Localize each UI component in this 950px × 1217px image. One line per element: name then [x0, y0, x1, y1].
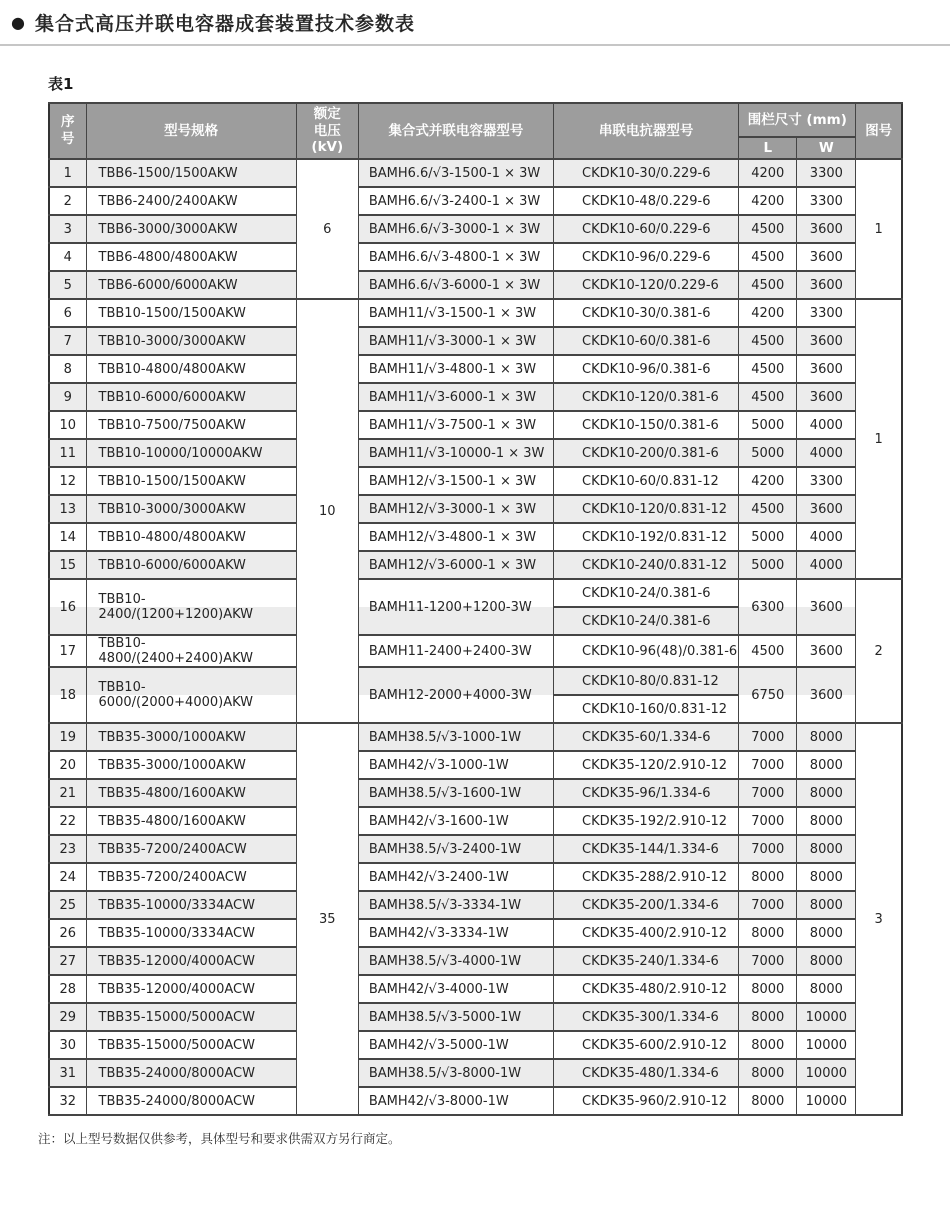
cell-l: 5000	[739, 523, 797, 551]
cell-no: 13	[49, 495, 86, 523]
cell-model: TBB35-12000/4000ACW	[86, 947, 296, 975]
cell-w: 3600	[797, 243, 856, 271]
cell-cap: BAMH42/√3-8000-1W	[358, 1087, 553, 1115]
cell-react: CKDK10-96(48)/0.381-6	[554, 635, 739, 667]
cell-l: 7000	[739, 723, 797, 751]
cell-w: 8000	[797, 723, 856, 751]
cell-react: CKDK35-60/1.334-6	[554, 723, 739, 751]
cell-react: CKDK10-30/0.381-6	[554, 299, 739, 327]
cell-cap: BAMH38.5/√3-4000-1W	[358, 947, 553, 975]
cell-no: 17	[49, 635, 86, 667]
table-row	[49, 579, 902, 607]
cell-react: CKDK10-120/0.831-12	[554, 495, 739, 523]
bullet-icon: ●	[11, 12, 25, 32]
cell-react: CKDK35-300/1.334-6	[554, 1003, 739, 1031]
cell-w: 4000	[797, 411, 856, 439]
cell-react: CKDK10-80/0.831-12	[554, 667, 739, 695]
cell-w: 10000	[797, 1087, 856, 1115]
cell-cap: BAMH6.6/√3-1500-1 × 3W	[358, 159, 553, 187]
table-row	[49, 807, 902, 835]
cell-w: 8000	[797, 947, 856, 975]
table-row	[49, 919, 902, 947]
table-row	[49, 751, 902, 779]
cell-model: TBB10-1500/1500AKW	[86, 467, 296, 495]
cell-no: 1	[49, 159, 86, 187]
table-row	[49, 1031, 902, 1059]
cell-no: 22	[49, 807, 86, 835]
cell-no: 14	[49, 523, 86, 551]
table-row	[49, 779, 902, 807]
cell-no: 30	[49, 1031, 86, 1059]
cell-cap: BAMH38.5/√3-3334-1W	[358, 891, 553, 919]
cell-react: CKDK35-192/2.910-12	[554, 807, 739, 835]
cell-fig: 1	[856, 159, 902, 299]
cell-l: 7000	[739, 807, 797, 835]
cell-l: 4200	[739, 467, 797, 495]
cell-w: 8000	[797, 975, 856, 1003]
cell-model: TBB10-3000/3000AKW	[86, 327, 296, 355]
cell-fig: 2	[856, 579, 902, 723]
cell-model: TBB6-6000/6000AKW	[86, 271, 296, 299]
cell-no: 9	[49, 383, 86, 411]
cell-model: TBB10-6000/6000AKW	[86, 551, 296, 579]
cell-cap: BAMH6.6/√3-2400-1 × 3W	[358, 187, 553, 215]
cell-w: 3600	[797, 355, 856, 383]
cell-model: TBB35-10000/3334ACW	[86, 891, 296, 919]
cell-volt: 10	[296, 299, 358, 723]
cell-l: 6750	[739, 667, 797, 723]
cell-no: 20	[49, 751, 86, 779]
cell-model: TBB35-24000/8000ACW	[86, 1059, 296, 1087]
cell-model: TBB35-24000/8000ACW	[86, 1087, 296, 1115]
cell-react: CKDK35-480/2.910-12	[554, 975, 739, 1003]
cell-w: 10000	[797, 1031, 856, 1059]
cell-w: 3600	[797, 271, 856, 299]
cell-w: 8000	[797, 835, 856, 863]
cell-w: 3300	[797, 159, 856, 187]
cell-react: CKDK10-24/0.381-6	[554, 579, 739, 607]
cell-cap: BAMH6.6/√3-3000-1 × 3W	[358, 215, 553, 243]
cell-cap: BAMH12/√3-6000-1 × 3W	[358, 551, 553, 579]
page-title: 集合式高压并联电容器成套装置技术参数表	[34, 13, 415, 35]
table-row	[49, 523, 902, 551]
table-row	[49, 159, 902, 187]
cell-model: TBB35-4800/1600AKW	[86, 807, 296, 835]
cell-no: 32	[49, 1087, 86, 1115]
cell-fig: 1	[856, 299, 902, 579]
cell-w: 8000	[797, 919, 856, 947]
cell-model: TBB35-4800/1600AKW	[86, 779, 296, 807]
cell-model: TBB10-4800/4800AKW	[86, 523, 296, 551]
footnote: 注：以上型号数据仅供参考，具体型号和要求供需双方另行商定。	[38, 1131, 401, 1146]
cell-react: CKDK10-30/0.229-6	[554, 159, 739, 187]
cell-w: 3600	[797, 215, 856, 243]
col-header-length: L	[739, 137, 797, 159]
cell-no: 29	[49, 1003, 86, 1031]
cell-no: 19	[49, 723, 86, 751]
cell-react: CKDK35-120/2.910-12	[554, 751, 739, 779]
cell-cap: BAMH11-1200+1200-3W	[358, 579, 553, 635]
col-header-fence-size: 围栏尺寸 (mm)	[739, 103, 856, 137]
col-header-voltage: 额定电压(kV)	[296, 103, 358, 159]
cell-cap: BAMH38.5/√3-5000-1W	[358, 1003, 553, 1031]
cell-no: 11	[49, 439, 86, 467]
cell-model: TBB6-2400/2400AKW	[86, 187, 296, 215]
cell-l: 5000	[739, 551, 797, 579]
cell-cap: BAMH42/√3-1000-1W	[358, 751, 553, 779]
cell-l: 7000	[739, 751, 797, 779]
cell-cap: BAMH38.5/√3-1600-1W	[358, 779, 553, 807]
table-row	[49, 551, 902, 579]
cell-w: 3600	[797, 667, 856, 723]
cell-no: 28	[49, 975, 86, 1003]
cell-cap: BAMH12/√3-3000-1 × 3W	[358, 495, 553, 523]
cell-cap: BAMH42/√3-3334-1W	[358, 919, 553, 947]
table-row	[49, 439, 902, 467]
cell-l: 8000	[739, 919, 797, 947]
cell-react: CKDK10-120/0.381-6	[554, 383, 739, 411]
col-header-capacitor: 集合式并联电容器型号	[358, 103, 553, 159]
cell-model: TBB6-1500/1500AKW	[86, 159, 296, 187]
table-row	[49, 271, 902, 299]
cell-react: CKDK10-60/0.381-6	[554, 327, 739, 355]
table-row	[49, 383, 902, 411]
cell-l: 8000	[739, 1003, 797, 1031]
cell-cap: BAMH38.5/√3-1000-1W	[358, 723, 553, 751]
cell-react: CKDK10-150/0.381-6	[554, 411, 739, 439]
cell-react: CKDK35-96/1.334-6	[554, 779, 739, 807]
cell-model: TBB10-2400/(1200+1200)AKW	[86, 579, 296, 635]
cell-cap: BAMH11/√3-6000-1 × 3W	[358, 383, 553, 411]
cell-l: 8000	[739, 975, 797, 1003]
cell-model: TBB35-3000/1000AKW	[86, 751, 296, 779]
cell-react: CKDK10-48/0.229-6	[554, 187, 739, 215]
cell-model: TBB35-7200/2400ACW	[86, 863, 296, 891]
cell-volt: 6	[296, 159, 358, 299]
cell-l: 8000	[739, 1031, 797, 1059]
cell-w: 3600	[797, 579, 856, 635]
cell-l: 4500	[739, 355, 797, 383]
cell-cap: BAMH12/√3-4800-1 × 3W	[358, 523, 553, 551]
cell-w: 3300	[797, 187, 856, 215]
cell-no: 2	[49, 187, 86, 215]
table-row	[49, 495, 902, 523]
cell-w: 8000	[797, 863, 856, 891]
table-row	[49, 327, 902, 355]
cell-cap: BAMH6.6/√3-4800-1 × 3W	[358, 243, 553, 271]
table-label: 表1	[48, 75, 74, 93]
cell-react: CKDK10-200/0.381-6	[554, 439, 739, 467]
table-row	[49, 891, 902, 919]
cell-l: 4200	[739, 299, 797, 327]
cell-react: CKDK35-288/2.910-12	[554, 863, 739, 891]
cell-w: 4000	[797, 551, 856, 579]
cell-cap: BAMH12-2000+4000-3W	[358, 667, 553, 723]
cell-cap: BAMH12/√3-1500-1 × 3W	[358, 467, 553, 495]
table-row	[49, 723, 902, 751]
table-row	[49, 1003, 902, 1031]
col-header-width: W	[797, 137, 856, 159]
cell-model: TBB6-3000/3000AKW	[86, 215, 296, 243]
cell-react: CKDK10-96/0.229-6	[554, 243, 739, 271]
cell-l: 5000	[739, 439, 797, 467]
cell-react: CKDK35-600/2.910-12	[554, 1031, 739, 1059]
page-header	[0, 0, 950, 36]
table-row	[49, 243, 902, 271]
cell-l: 7000	[739, 947, 797, 975]
cell-model: TBB10-6000/6000AKW	[86, 383, 296, 411]
cell-cap: BAMH6.6/√3-6000-1 × 3W	[358, 271, 553, 299]
cell-w: 3300	[797, 299, 856, 327]
cell-no: 6	[49, 299, 86, 327]
table-body	[49, 159, 902, 1115]
cell-w: 10000	[797, 1003, 856, 1031]
cell-w: 3600	[797, 327, 856, 355]
cell-w: 3300	[797, 467, 856, 495]
cell-l: 8000	[739, 1059, 797, 1087]
cell-fig: 3	[856, 723, 902, 1115]
cell-model: TBB10-6000/(2000+4000)AKW	[86, 667, 296, 723]
cell-model: TBB35-7200/2400ACW	[86, 835, 296, 863]
cell-cap: BAMH11/√3-3000-1 × 3W	[358, 327, 553, 355]
cell-w: 4000	[797, 439, 856, 467]
cell-cap: BAMH42/√3-5000-1W	[358, 1031, 553, 1059]
cell-w: 8000	[797, 807, 856, 835]
title-divider	[0, 44, 950, 46]
cell-no: 26	[49, 919, 86, 947]
cell-no: 24	[49, 863, 86, 891]
cell-no: 25	[49, 891, 86, 919]
cell-react: CKDK35-200/1.334-6	[554, 891, 739, 919]
cell-model: TBB10-4800/(2400+2400)AKW	[86, 635, 296, 667]
cell-react: CKDK10-96/0.381-6	[554, 355, 739, 383]
table-row	[49, 667, 902, 695]
cell-w: 3600	[797, 383, 856, 411]
table-row	[49, 467, 902, 495]
cell-model: TBB35-15000/5000ACW	[86, 1003, 296, 1031]
cell-no: 5	[49, 271, 86, 299]
cell-l: 8000	[739, 1087, 797, 1115]
table-row	[49, 635, 902, 667]
cell-model: TBB35-3000/1000AKW	[86, 723, 296, 751]
cell-l: 4500	[739, 495, 797, 523]
cell-cap: BAMH42/√3-4000-1W	[358, 975, 553, 1003]
cell-react: CKDK35-240/1.334-6	[554, 947, 739, 975]
cell-cap: BAMH11-2400+2400-3W	[358, 635, 553, 667]
cell-l: 7000	[739, 835, 797, 863]
cell-l: 4500	[739, 635, 797, 667]
cell-no: 31	[49, 1059, 86, 1087]
cell-model: TBB10-7500/7500AKW	[86, 411, 296, 439]
cell-no: 15	[49, 551, 86, 579]
cell-no: 18	[49, 667, 86, 723]
cell-react: CKDK10-192/0.831-12	[554, 523, 739, 551]
cell-cap: BAMH11/√3-1500-1 × 3W	[358, 299, 553, 327]
col-header-no: 序号	[49, 103, 86, 159]
table-row	[49, 947, 902, 975]
cell-l: 7000	[739, 891, 797, 919]
table-header	[49, 103, 902, 159]
cell-react: CKDK35-400/2.910-12	[554, 919, 739, 947]
cell-no: 27	[49, 947, 86, 975]
cell-l: 4200	[739, 159, 797, 187]
cell-l: 8000	[739, 863, 797, 891]
cell-react: CKDK35-960/2.910-12	[554, 1087, 739, 1115]
cell-no: 4	[49, 243, 86, 271]
cell-cap: BAMH42/√3-1600-1W	[358, 807, 553, 835]
cell-no: 21	[49, 779, 86, 807]
col-header-figure: 图号	[856, 103, 902, 159]
cell-react: CKDK10-120/0.229-6	[554, 271, 739, 299]
cell-model: TBB35-10000/3334ACW	[86, 919, 296, 947]
col-header-model: 型号规格	[86, 103, 296, 159]
cell-cap: BAMH38.5/√3-8000-1W	[358, 1059, 553, 1087]
table-row	[49, 299, 902, 327]
cell-w: 8000	[797, 891, 856, 919]
cell-w: 10000	[797, 1059, 856, 1087]
cell-react: CKDK10-160/0.831-12	[554, 695, 739, 723]
table-row	[49, 1059, 902, 1087]
cell-cap: BAMH11/√3-7500-1 × 3W	[358, 411, 553, 439]
cell-l: 4500	[739, 271, 797, 299]
cell-w: 3600	[797, 635, 856, 667]
cell-no: 23	[49, 835, 86, 863]
cell-cap: BAMH42/√3-2400-1W	[358, 863, 553, 891]
parameters-table	[48, 102, 903, 1116]
cell-l: 4500	[739, 215, 797, 243]
cell-no: 10	[49, 411, 86, 439]
cell-react: CKDK10-240/0.831-12	[554, 551, 739, 579]
cell-model: TBB10-3000/3000AKW	[86, 495, 296, 523]
cell-no: 3	[49, 215, 86, 243]
cell-l: 4200	[739, 187, 797, 215]
cell-l: 7000	[739, 779, 797, 807]
table-row	[49, 355, 902, 383]
cell-cap: BAMH38.5/√3-2400-1W	[358, 835, 553, 863]
cell-model: TBB35-15000/5000ACW	[86, 1031, 296, 1059]
cell-model: TBB10-1500/1500AKW	[86, 299, 296, 327]
cell-react: CKDK35-144/1.334-6	[554, 835, 739, 863]
cell-no: 16	[49, 579, 86, 635]
cell-model: TBB10-4800/4800AKW	[86, 355, 296, 383]
table-row	[49, 215, 902, 243]
cell-cap: BAMH11/√3-10000-1 × 3W	[358, 439, 553, 467]
table-row	[49, 863, 902, 891]
cell-react: CKDK10-60/0.831-12	[554, 467, 739, 495]
col-header-reactor: 串联电抗器型号	[554, 103, 739, 159]
cell-l: 4500	[739, 243, 797, 271]
cell-w: 4000	[797, 523, 856, 551]
table-row	[49, 411, 902, 439]
cell-l: 4500	[739, 383, 797, 411]
cell-l: 5000	[739, 411, 797, 439]
cell-react: CKDK10-60/0.229-6	[554, 215, 739, 243]
cell-w: 3600	[797, 495, 856, 523]
table-row	[49, 1087, 902, 1115]
table-row	[49, 975, 902, 1003]
cell-model: TBB35-12000/4000ACW	[86, 975, 296, 1003]
cell-no: 12	[49, 467, 86, 495]
cell-l: 6300	[739, 579, 797, 635]
cell-volt: 35	[296, 723, 358, 1115]
table-row	[49, 187, 902, 215]
cell-w: 8000	[797, 751, 856, 779]
table-row	[49, 835, 902, 863]
cell-react: CKDK35-480/1.334-6	[554, 1059, 739, 1087]
cell-model: TBB10-10000/10000AKW	[86, 439, 296, 467]
cell-cap: BAMH11/√3-4800-1 × 3W	[358, 355, 553, 383]
cell-no: 7	[49, 327, 86, 355]
cell-no: 8	[49, 355, 86, 383]
cell-l: 4500	[739, 327, 797, 355]
cell-w: 8000	[797, 779, 856, 807]
cell-react: CKDK10-24/0.381-6	[554, 607, 739, 635]
cell-model: TBB6-4800/4800AKW	[86, 243, 296, 271]
